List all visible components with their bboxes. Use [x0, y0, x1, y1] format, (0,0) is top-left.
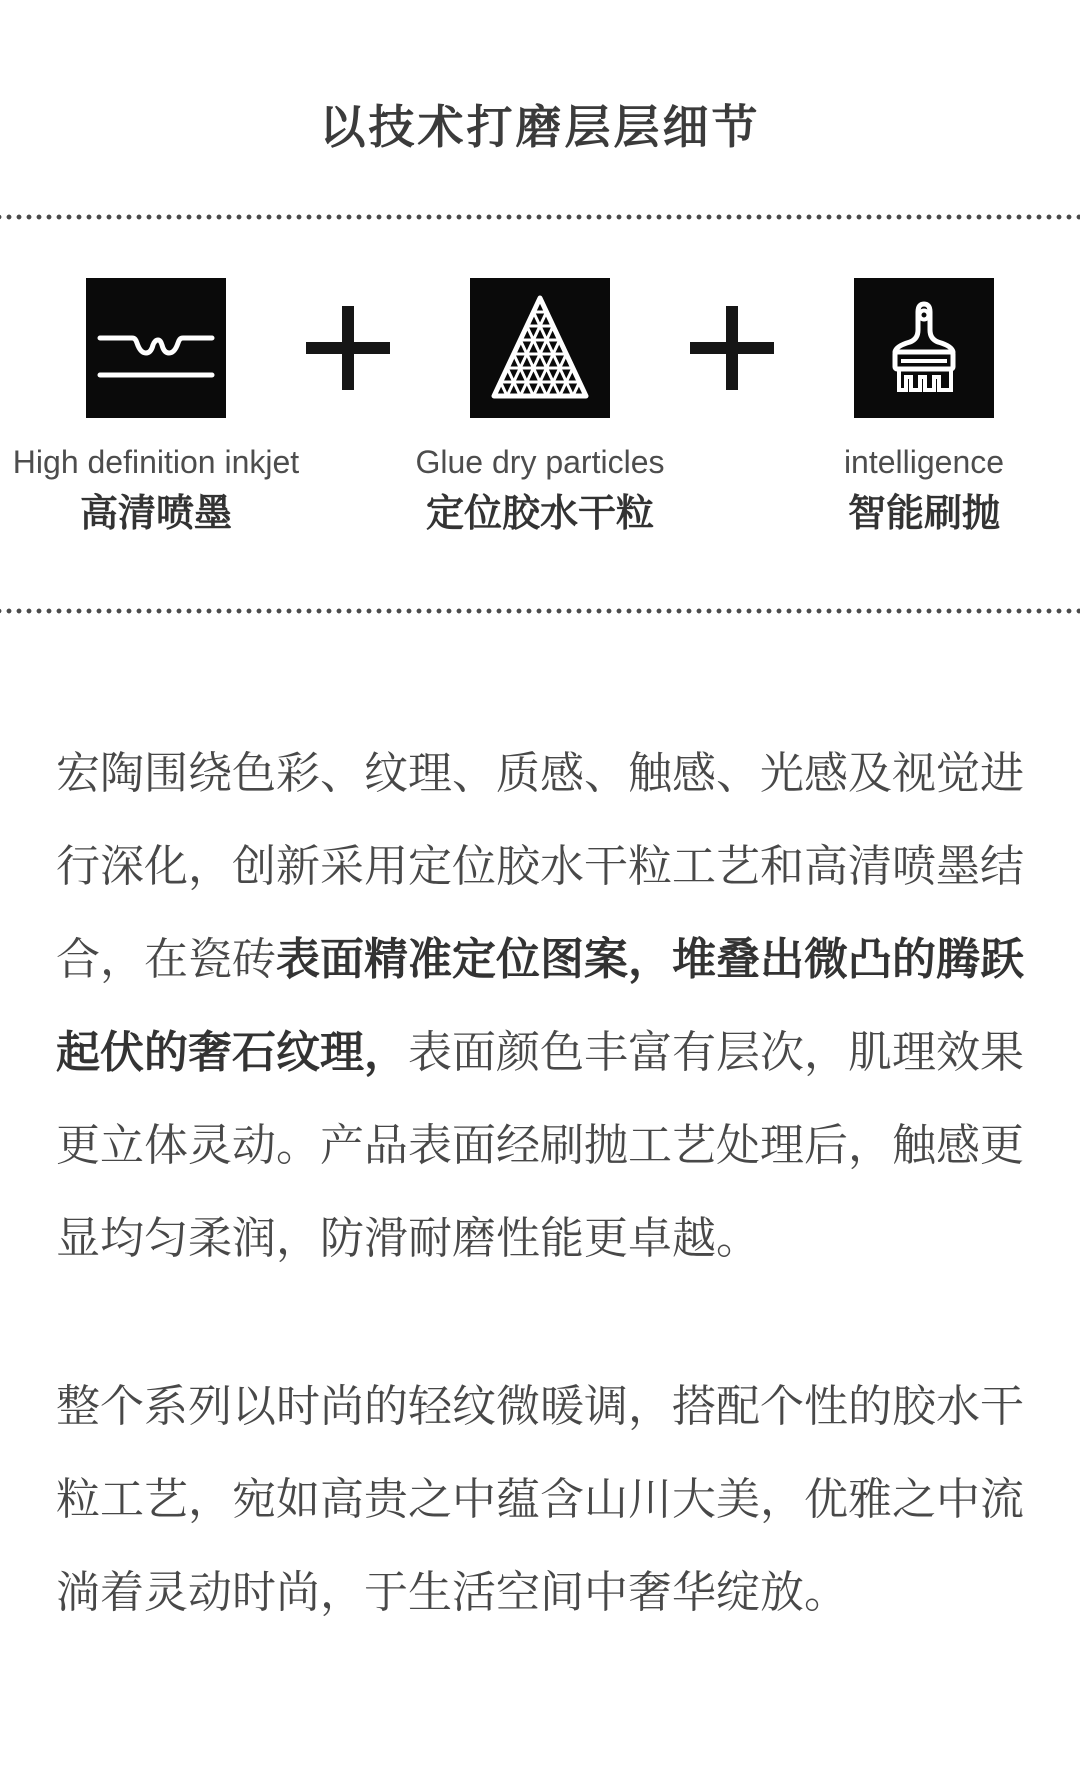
paragraph-1-text: 表面颜色丰富有层次，肌理效果更立体灵动。产品表面经刷抛工艺处理后，触感更显均匀柔润，防滑耐磨性能更卓越。 — [56, 1028, 1024, 1263]
plus-icon — [690, 306, 774, 390]
feature-polish-brush — [774, 278, 1074, 536]
feature-inkjet — [6, 278, 306, 536]
dotted-divider-bottom — [0, 606, 1080, 614]
features-row — [0, 278, 1080, 536]
feature-en-label: High definition inkjet — [12, 444, 300, 480]
inkjet-wave-icon — [86, 278, 226, 418]
plus-vbar — [342, 306, 354, 390]
paragraph-2 — [56, 1360, 1024, 1639]
plus-icon — [306, 306, 390, 390]
feature-zh-label: 定位胶水干粒 — [425, 493, 654, 535]
feature-zh-label: 智能刷抛 — [847, 493, 1000, 535]
paragraph-1-bold-text: 表面精准定位图案，堆叠出微凸的腾跃起伏的奢石纹理， — [56, 935, 1024, 1077]
polish-brush-icon — [854, 278, 994, 418]
feature-en-label: Glue dry particles — [415, 444, 665, 480]
plus-vbar — [726, 306, 738, 390]
particle-triangle-icon — [470, 278, 610, 418]
feature-en-label: intelligence — [843, 444, 1005, 480]
dotted-divider-top — [0, 212, 1080, 220]
body-copy — [56, 727, 1024, 1639]
paragraph-1 — [56, 727, 1024, 1285]
paragraph-2-text: 整个系列以时尚的轻纹微暖调，搭配个性的胶水干粒工艺，宛如高贵之中蕴含山川大美，优雅之中流淌着灵动时尚，于生活空间中奢华绽放。 — [56, 1382, 1024, 1617]
feature-zh-label: 高清喷墨 — [79, 493, 232, 535]
page-title: 以技术打磨层层细节 — [319, 101, 761, 153]
feature-glue-particles — [390, 278, 690, 536]
paragraph-1-text: 宏陶围绕色彩、纹理、质感、触感、光感及视觉进行深化，创新采用定位胶水干粒工艺和高清喷墨结合，在瓷砖 — [56, 749, 1024, 984]
